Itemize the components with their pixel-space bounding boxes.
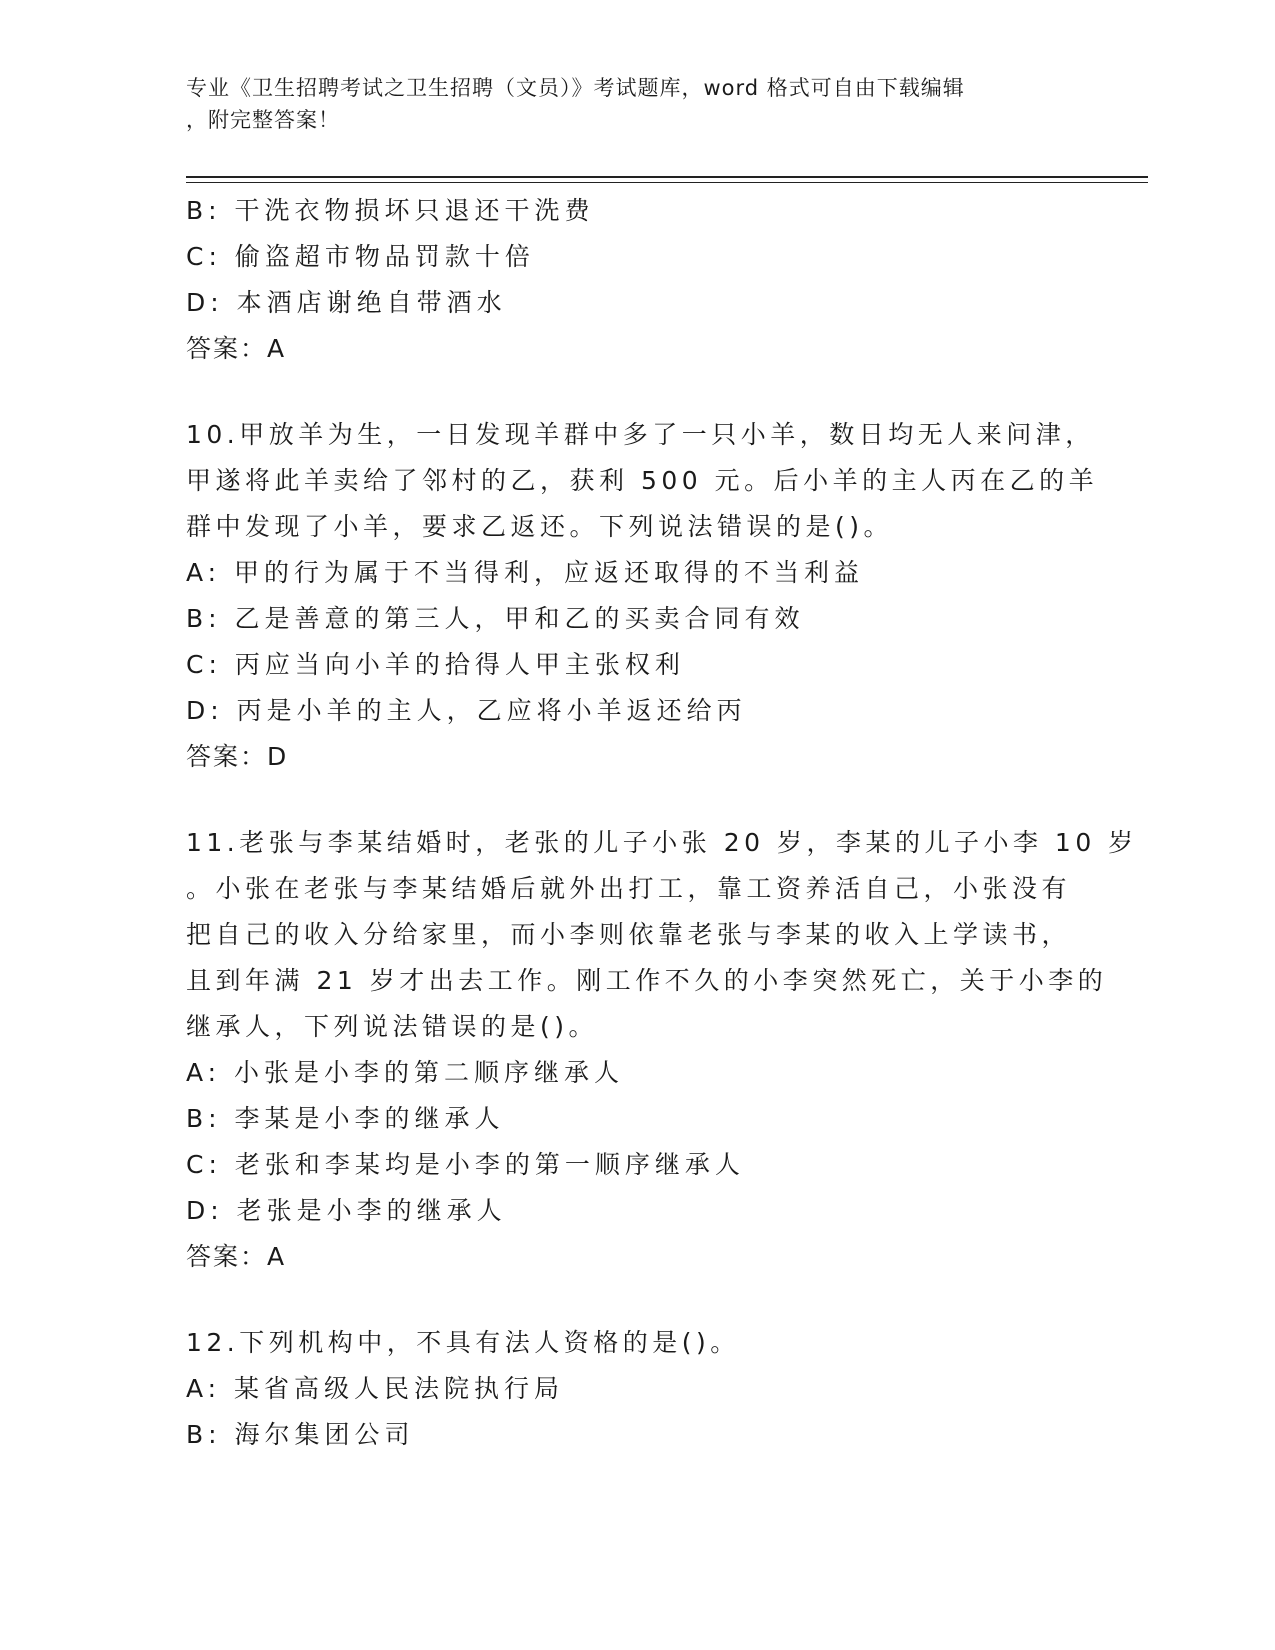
header-line-2: ，附完整答案！ — [186, 108, 340, 132]
answer: 答案：A — [186, 334, 287, 363]
question-content — [186, 188, 1138, 1458]
header-rule-thick — [186, 176, 1148, 178]
question-11 — [186, 820, 1138, 1280]
spacer — [186, 372, 1086, 412]
option-d: D: 丙是小羊的主人，乙应将小羊返还给丙 — [186, 696, 747, 725]
option-b: B: 乙是善意的第三人，甲和乙的买卖合同有效 — [186, 604, 805, 633]
question-9-tail — [186, 188, 1086, 372]
question-10 — [186, 412, 1099, 780]
question-text-line: 继承人，下列说法错误的是()。 — [186, 1012, 599, 1041]
question-text-line: 10.甲放羊为生，一日发现羊群中多了一只小羊，数日均无人来问津， — [186, 420, 1095, 449]
spacer — [186, 1280, 1086, 1320]
option-c: C: 偷盗超市物品罚款十倍 — [186, 242, 535, 271]
option-a: A: 某省高级人民法院执行局 — [186, 1374, 565, 1403]
option-d: D: 本酒店谢绝自带酒水 — [186, 288, 507, 317]
option-d: D: 老张是小李的继承人 — [186, 1196, 507, 1225]
option-b: B: 李某是小李的继承人 — [186, 1104, 505, 1133]
option-c: C: 老张和李某均是小李的第一顺序继承人 — [186, 1150, 745, 1179]
question-text-line: 把自己的收入分给家里，而小李则依靠老张与李某的收入上学读书， — [186, 920, 1072, 949]
answer: 答案：D — [186, 742, 289, 771]
option-a: A: 小张是小李的第二顺序继承人 — [186, 1058, 625, 1087]
question-text-line: 甲遂将此羊卖给了邻村的乙，获利 500 元。后小羊的主人丙在乙的羊 — [186, 466, 1099, 495]
header-line-1: 专业《卫生招聘考试之卫生招聘（文员）》考试题库，word 格式可自由下载编辑 — [186, 76, 965, 100]
option-c: C: 丙应当向小羊的拾得人甲主张权利 — [186, 650, 685, 679]
document-header — [186, 72, 1066, 136]
spacer — [186, 780, 1086, 820]
option-a: A: 甲的行为属于不当得利，应返还取得的不当利益 — [186, 558, 865, 587]
question-text-line: 11.老张与李某结婚时，老张的儿子小张 20 岁，李某的儿子小李 10 岁 — [186, 828, 1138, 857]
question-text-line: 12.下列机构中，不具有法人资格的是()。 — [186, 1328, 740, 1357]
answer: 答案：A — [186, 1242, 287, 1271]
question-text-line: 。小张在老张与李某结婚后就外出打工，靠工资养活自己，小张没有 — [186, 874, 1072, 903]
question-12 — [186, 1320, 1086, 1458]
option-b: B: 海尔集团公司 — [186, 1420, 415, 1449]
question-text-line: 且到年满 21 岁才出去工作。刚工作不久的小李突然死亡，关于小李的 — [186, 966, 1108, 995]
option-b: B: 干洗衣物损坏只退还干洗费 — [186, 196, 595, 225]
header-rule-thin — [186, 182, 1148, 183]
question-text-line: 群中发现了小羊，要求乙返还。下列说法错误的是()。 — [186, 512, 894, 541]
